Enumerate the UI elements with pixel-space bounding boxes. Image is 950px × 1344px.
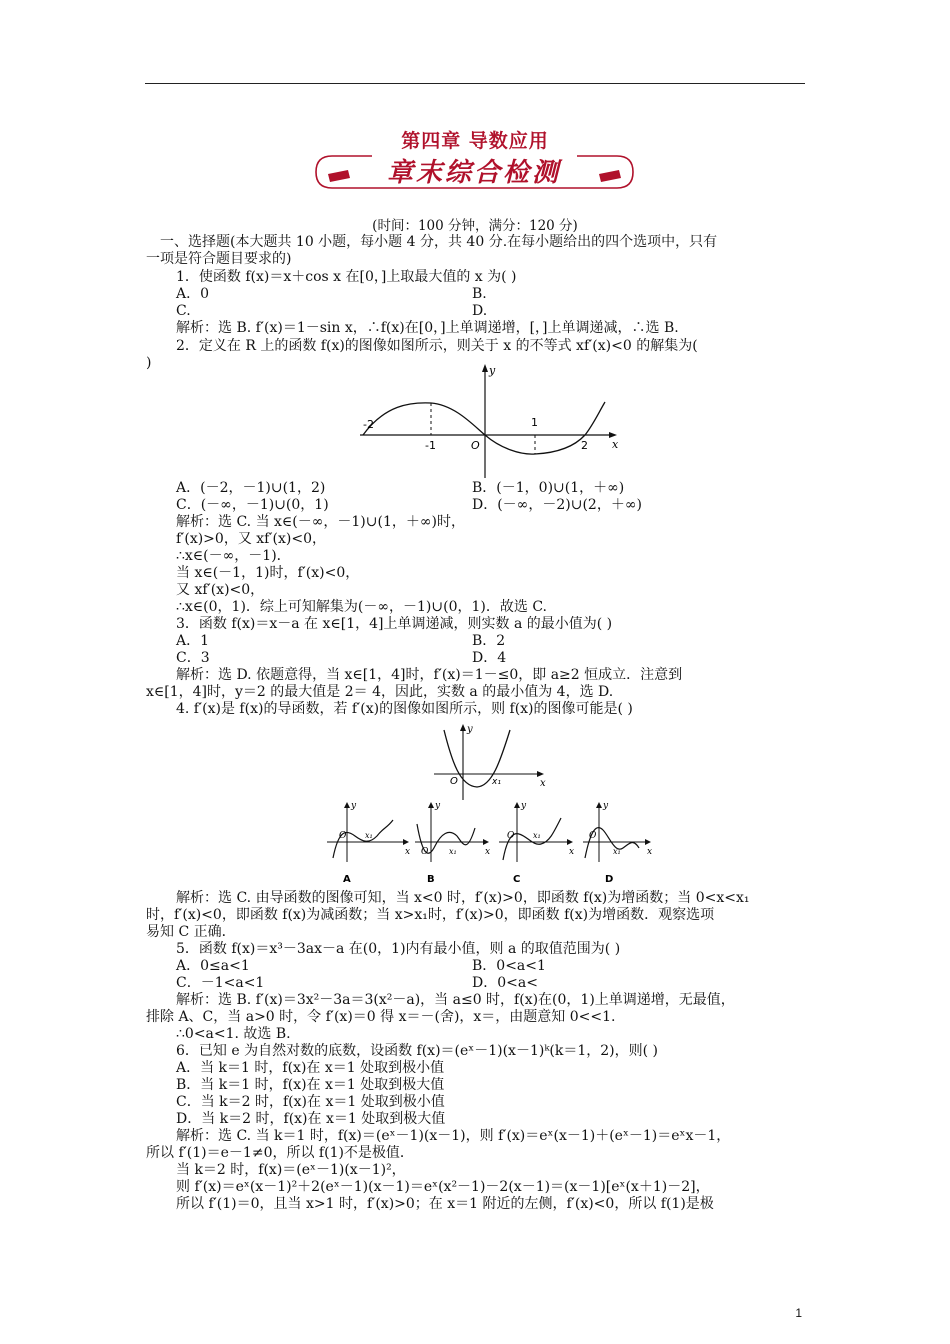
svg-text:O: O xyxy=(339,831,347,841)
text-line: f′(x)>0，又 xf′(x)<0， xyxy=(176,531,326,547)
svg-text:x₁: x₁ xyxy=(613,847,621,856)
svg-text:x₁: x₁ xyxy=(533,831,541,840)
svg-text:x: x xyxy=(569,847,575,857)
text-line: 当 x∈(－1，1)时，f′(x)<0， xyxy=(176,565,360,581)
f-curve xyxy=(363,402,605,454)
text-line: A．1 xyxy=(176,633,210,649)
text-line: D. xyxy=(472,303,488,319)
text-line: 6．已知 e 为自然对数的底数，设函数 f(x)＝(eˣ－1)(x－1)ᵏ(k＝1，2)，则( ) xyxy=(176,1043,659,1059)
option-c-label: C xyxy=(513,874,521,885)
text-line: C．3 xyxy=(176,650,210,666)
x-label: x xyxy=(540,778,546,789)
text-line: D．4 xyxy=(472,650,507,666)
text-line: B．(－1，0)∪(1，＋∞) xyxy=(472,480,625,496)
svg-text:O: O xyxy=(421,847,429,857)
x1-label: x₁ xyxy=(492,777,501,787)
option-a-graph xyxy=(327,801,410,885)
option-b-label: B xyxy=(427,874,435,885)
option-c-graph xyxy=(499,801,574,885)
tick-2: 2 xyxy=(581,439,588,452)
text-line: 解析：选 B. f′(x)＝3x²－3a＝3(x²－a)，当 a≤0 时，f(x)在(0，1)上单调递增，无最值， xyxy=(176,992,735,1008)
svg-text:y: y xyxy=(351,801,357,811)
option-a-label: A xyxy=(343,874,351,885)
exam-time-info: (时间：100 分钟，满分：120 分) xyxy=(372,218,578,234)
tick-minus2: -2 xyxy=(363,418,374,431)
tick-1: 1 xyxy=(531,416,538,429)
text-line: 所以 f′(1)＝0，且当 x>1 时，f′(x)>0；在 x＝1 附近的左侧，f′(x)<0，所以 f(1)是极 xyxy=(176,1196,714,1212)
text-line: 一、选择题(本大题共 10 小题，每小题 4 分，共 40 分.在每小题给出的四个选项中，只有 xyxy=(160,234,718,250)
text-line: D．0<a< xyxy=(472,975,538,991)
text-line: 时，f′(x)<0，即函数 f(x)为减函数；当 x>x₁时，f′(x)>0，即函数 f(x)为增函数．观察选项 xyxy=(146,907,715,923)
text-line: A．0 xyxy=(176,286,210,302)
option-d-graph xyxy=(583,801,652,885)
text-line: ∴x∈(－∞，－1)． xyxy=(176,548,291,564)
q4-option-graphs xyxy=(325,798,655,886)
text-line: 解析：选 C. 由导函数的图像可知，当 x<0 时，f′(x)>0，即函数 f(x)为增函数；当 0<x<x₁ xyxy=(176,890,750,906)
text-line: C．(－∞，－1)∪(0，1) xyxy=(176,497,329,513)
text-line: A．0≤a<1 xyxy=(176,958,250,974)
text-line: 解析：选 C. 当 k＝1 时，f(x)＝(eˣ－1)(x－1)，则 f′(x)＝eˣ(x－1)＋(eˣ－1)＝eˣx－1， xyxy=(176,1128,731,1144)
text-line: 1．使函数 f(x)＝x＋cos x 在[0，]上取最大值的 x 为( ) xyxy=(176,269,517,285)
svg-text:y: y xyxy=(521,801,527,811)
y-label: y xyxy=(489,364,496,377)
text-line: C．当 k＝2 时，f(x)在 x＝1 处取到极小值 xyxy=(176,1094,445,1110)
chapter-title: 第四章 导数应用 xyxy=(401,130,549,152)
text-line: 排除 A、C，当 a>0 时，令 f′(x)＝0 得 x＝－(舍)，x＝，由题意知 0<<1. xyxy=(146,1009,616,1025)
text-line: A．当 k＝1 时，f(x)在 x＝1 处取到极小值 xyxy=(176,1060,445,1076)
page-number: 1 xyxy=(795,1306,802,1320)
svg-text:y: y xyxy=(603,801,609,811)
text-line: B．0<a<1 xyxy=(472,958,546,974)
text-line: 解析：选 D. 依题意得，当 x∈[1，4]时，f′(x)＝1－≤0，即 a≥2 恒成立．注意到 xyxy=(176,667,683,683)
text-line: 解析：选 B. f′(x)＝1－sin x，∴f(x)在[0，]上单调递增，[，]上单调递减，∴选 B. xyxy=(176,320,679,336)
svg-text:y: y xyxy=(435,801,441,811)
text-line: ∴0<a<1. 故选 B. xyxy=(176,1026,291,1042)
text-line: 5．函数 f(x)＝x³－3ax－a 在(0，1)内有最小值，则 a 的取值范围为( ) xyxy=(176,941,621,957)
svg-text:O: O xyxy=(589,831,597,841)
text-line: C. xyxy=(176,303,191,319)
svg-text:x: x xyxy=(485,847,491,857)
banner-text: 章末综合检测 xyxy=(386,158,562,188)
svg-text:x₁: x₁ xyxy=(449,847,457,856)
header-rule xyxy=(145,83,805,84)
text-line: 2．定义在 R 上的函数 f(x)的图像如图所示，则关于 x 的不等式 xf′(x)<0 的解集为( xyxy=(176,338,698,354)
text-line: 3．函数 f(x)＝x－a 在 x∈[1，4]上单调递减，则实数 a 的最小值为( ) xyxy=(176,616,613,632)
y-label: y xyxy=(467,724,473,735)
text-line: D．当 k＝2 时，f(x)在 x＝1 处取到极大值 xyxy=(176,1111,446,1127)
text-line: x∈[1，4]时，y＝2 的最大值是 2＝ 4，因此，实数 a 的最小值为 4，选 D. xyxy=(146,684,614,700)
tick-minus1: -1 xyxy=(425,439,436,452)
text-line: B. xyxy=(472,286,487,302)
text-line: ∴x∈(0，1)．综上可知解集为(－∞，－1)∪(0，1)．故选 C. xyxy=(176,599,547,615)
svg-text:x₁: x₁ xyxy=(365,831,373,840)
origin-label: O xyxy=(450,776,458,787)
text-line: 一项是符合题目要求的) xyxy=(146,251,292,267)
text-line: B．2 xyxy=(472,633,506,649)
svg-text:x: x xyxy=(405,847,411,857)
q2-function-graph xyxy=(355,360,630,480)
text-line: ) xyxy=(146,355,152,371)
text-line: 所以 f′(1)＝e－1≠0，所以 f(1)不是极值． xyxy=(146,1145,414,1161)
x-label: x xyxy=(612,438,619,451)
q4-derivative-graph xyxy=(430,722,550,802)
text-line: B．当 k＝1 时，f(x)在 x＝1 处取到极大值 xyxy=(176,1077,445,1093)
text-line: 易知 C 正确． xyxy=(146,924,236,940)
chapter-banner xyxy=(312,148,637,196)
text-line: 则 f′(x)＝eˣ(x－1)²＋2(eˣ－1)(x－1)＝eˣ(x²－1)－2(x－1)＝(x－1)[eˣ(x＋1)－2]， xyxy=(176,1179,710,1195)
text-line: C．－1<a<1 xyxy=(176,975,265,991)
text-line: A．(－2，－1)∪(1，2) xyxy=(176,480,326,496)
option-d-label: D xyxy=(605,874,614,885)
svg-text:O: O xyxy=(507,831,515,841)
text-line: 当 k＝2 时，f(x)＝(eˣ－1)(x－1)²， xyxy=(176,1162,406,1178)
y-axis-arrow xyxy=(482,364,488,372)
text-line: 又 xf′(x)<0， xyxy=(176,582,265,598)
text-line: 4. f′(x)是 f(x)的导函数，若 f′(x)的图像如图所示，则 f(x)的图像可能是( ) xyxy=(176,701,633,717)
text-line: D．(－∞，－2)∪(2，＋∞) xyxy=(472,497,642,513)
text-line: 解析：选 C. 当 x∈(－∞，－1)∪(1，＋∞)时， xyxy=(176,514,465,530)
origin-label: O xyxy=(471,439,480,452)
svg-text:x: x xyxy=(647,847,653,857)
option-b-graph xyxy=(415,801,490,885)
